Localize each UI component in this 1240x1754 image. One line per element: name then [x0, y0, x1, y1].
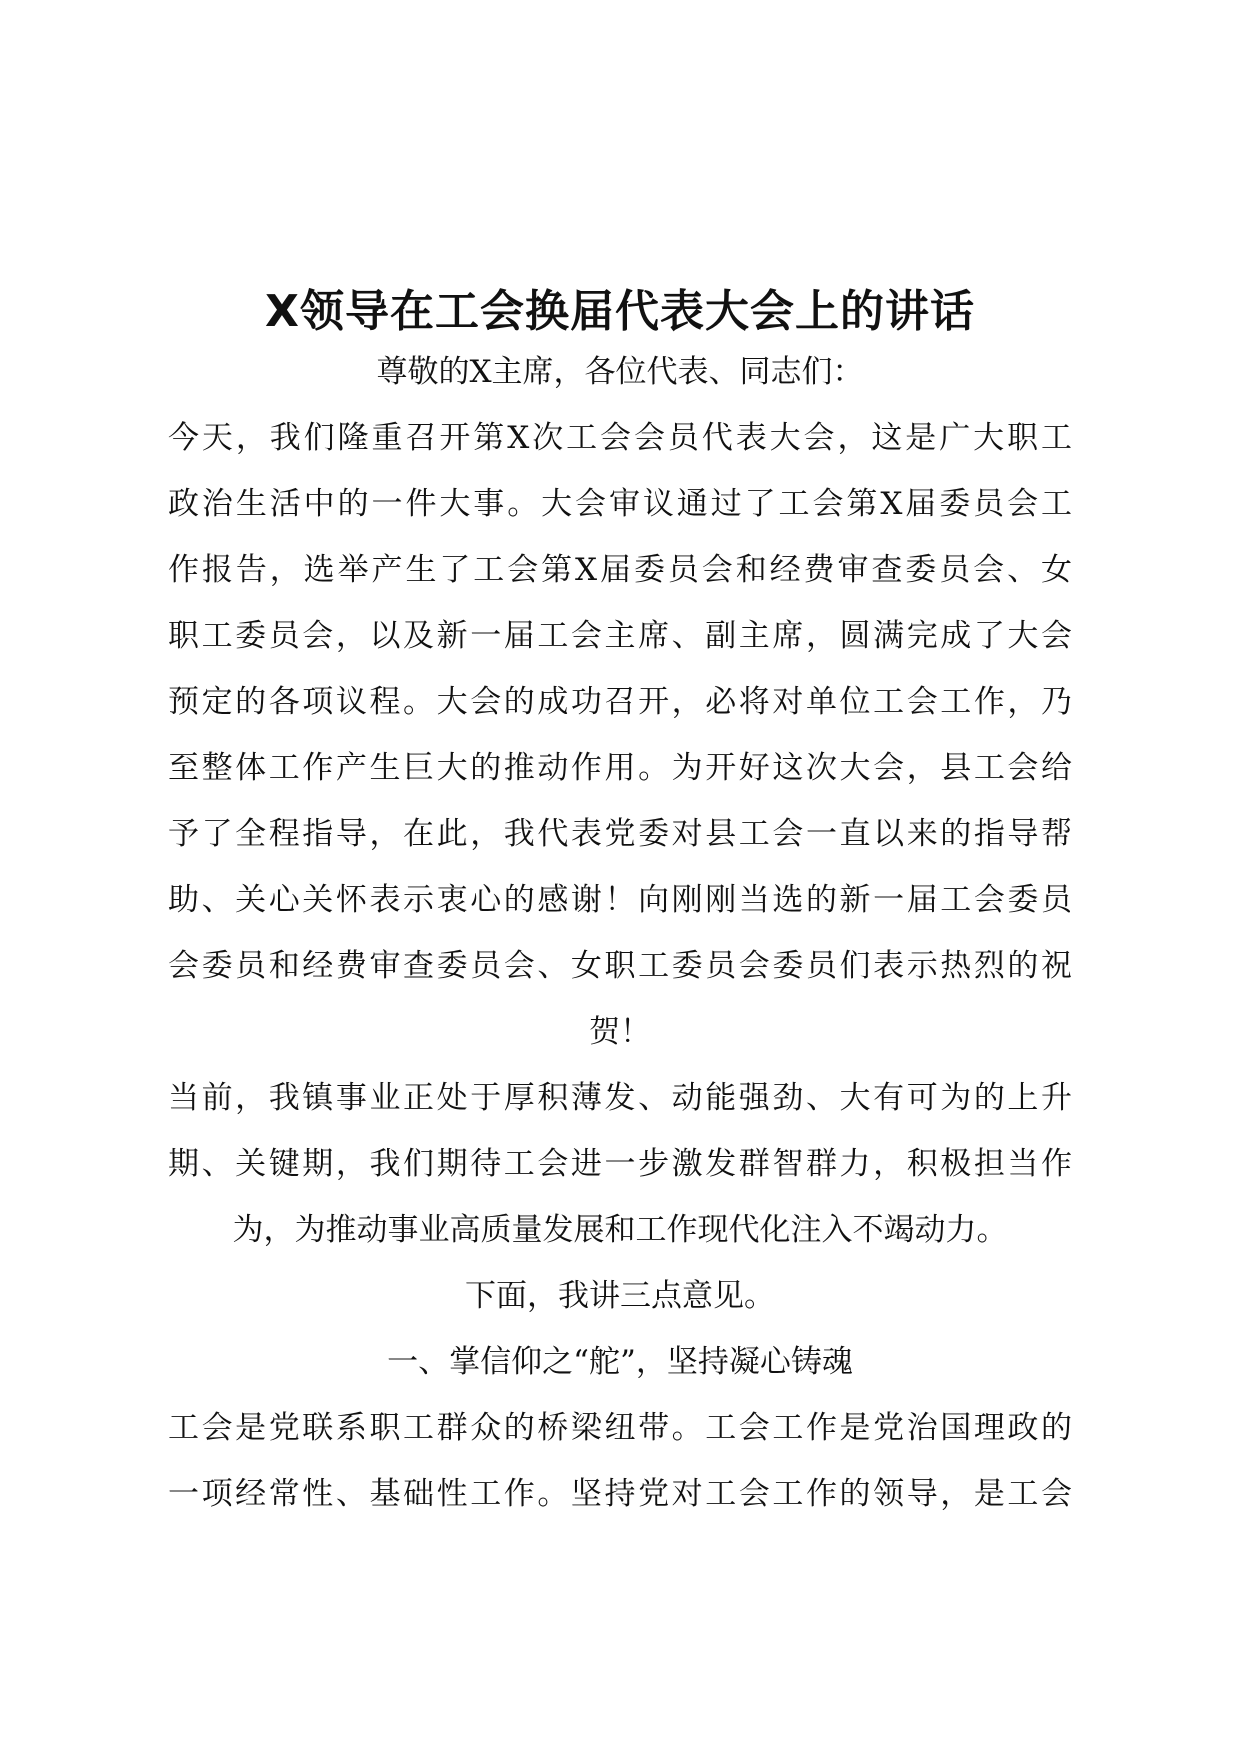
paragraph2-tail: 为，为推动事业高质量发展和工作现代化注入不竭动力。 — [232, 1212, 1008, 1248]
paragraph1-line-8: 助、关心关怀表示衷心的感谢！向刚刚当选的新一届工会委员 — [168, 882, 1072, 918]
paragraph2-line-2: 期、关键期，我们期待工会进一步激发群智群力，积极担当作 — [168, 1146, 1072, 1182]
paragraph1-line-1: 今天，我们隆重召开第X次工会会员代表大会，这是广大职工 — [168, 420, 1072, 456]
paragraph3-line-1: 工会是党联系职工群众的桥梁纽带。工会工作是党治国理政的 — [168, 1410, 1072, 1446]
document-title: X领导在工会换届代表大会上的讲话 — [265, 286, 975, 337]
paragraph1-line-4: 职工委员会，以及新一届工会主席、副主席，圆满完成了大会 — [168, 618, 1072, 654]
paragraph1-line-5: 预定的各项议程。大会的成功召开，必将对单位工会工作，乃 — [168, 684, 1072, 720]
paragraph1-line-9: 会委员和经费审查委员会、女职工委员会委员们表示热烈的祝 — [168, 948, 1072, 984]
paragraph1-line-7: 予了全程指导，在此，我代表党委对县工会一直以来的指导帮 — [168, 816, 1072, 852]
section1-heading: 一、掌信仰之“舵”，坚持凝心铸魂 — [387, 1344, 853, 1380]
paragraph3-line-2: 一项经常性、基础性工作。坚持党对工会工作的领导，是工会 — [168, 1476, 1072, 1512]
paragraph2-line-1: 当前，我镇事业正处于厚积薄发、动能强劲、大有可为的上升 — [168, 1080, 1072, 1116]
paragraph1-line-2: 政治生活中的一件大事。大会审议通过了工会第X届委员会工 — [168, 486, 1072, 522]
paragraph1-tail: 贺！ — [589, 1014, 651, 1050]
paragraph1-line-3: 作报告，选举产生了工会第X届委员会和经费审查委员会、女 — [168, 552, 1072, 588]
salutation: 尊敬的X主席，各位代表、同志们： — [376, 354, 864, 390]
paragraph1-line-6: 至整体工作产生巨大的推动作用。为开好这次大会，县工会给 — [168, 750, 1072, 786]
intro-line: 下面，我讲三点意见。 — [465, 1278, 775, 1314]
